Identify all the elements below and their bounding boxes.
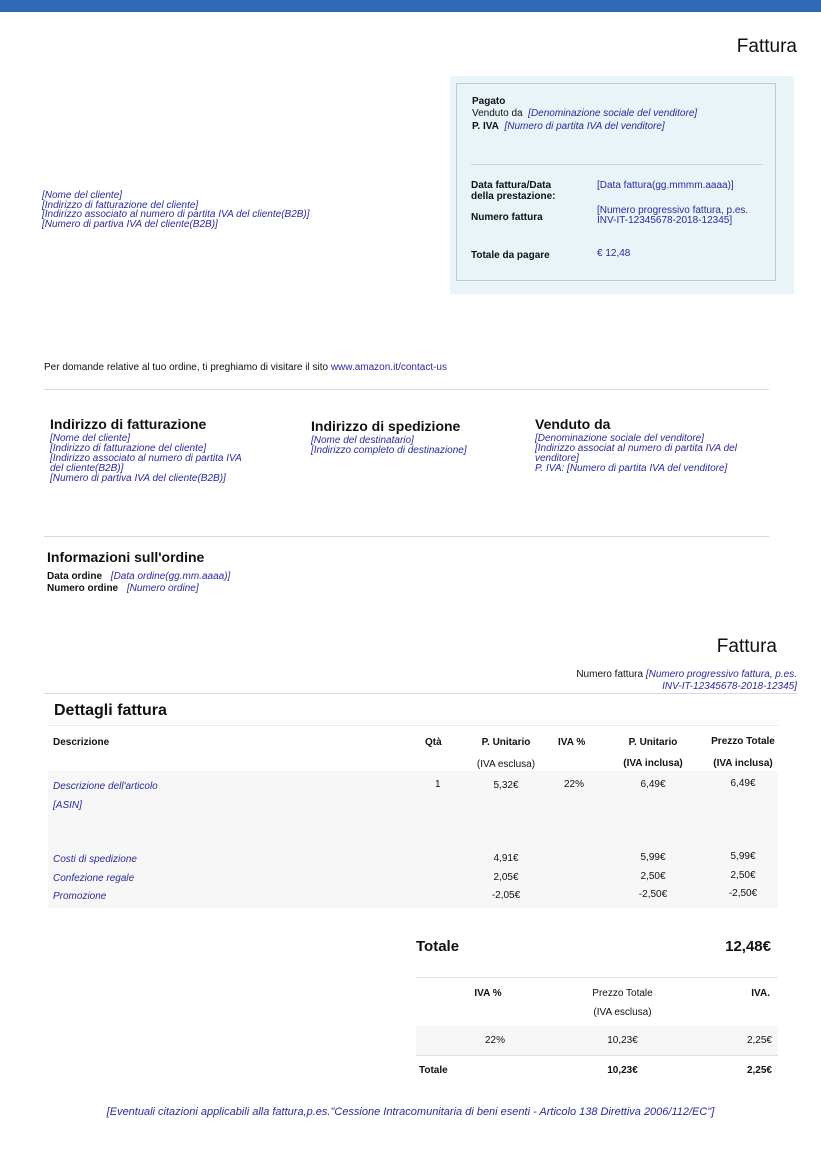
invoice-number-value-2a: [Numero progressivo fattura, p.es. xyxy=(645,669,797,680)
order-date-line xyxy=(47,571,230,582)
invoice-number-value xyxy=(597,206,748,226)
col-total-sub: (IVA inclusa) xyxy=(713,758,773,769)
invoice-title: Fattura xyxy=(716,636,777,657)
order-date-label: Data ordine xyxy=(47,571,103,582)
contact-line xyxy=(44,362,447,373)
charge-unit-inc: 5,99€ xyxy=(640,852,666,863)
billing-address-block xyxy=(50,416,280,484)
charge-unit-inc: -2,50€ xyxy=(638,889,668,900)
shipping-address-title: Indirizzo di spedizione xyxy=(311,418,461,434)
billing-address-line: [Nome del cliente] xyxy=(50,433,131,444)
vat-col-net: Prezzo Totale xyxy=(592,988,653,999)
col-total: Prezzo Totale xyxy=(711,736,775,747)
col-unit-ex-sub: (IVA esclusa) xyxy=(476,759,536,770)
divider xyxy=(44,536,769,537)
order-number-label: Numero ordine xyxy=(47,583,119,594)
contact-text: Per domande relative al tuo ordine, ti preghiamo di visitare il sito xyxy=(44,362,329,373)
invoice-date-label-line2: della prestazione: xyxy=(471,191,556,202)
seller-address-line: P. IVA: [Numero di partita IVA del venditore] xyxy=(535,463,728,474)
client-vat-address: [Indirizzo associato al numero di partita IVA del cliente(B2B)] xyxy=(42,209,310,220)
col-unit-ex: P. Unitario xyxy=(481,737,531,748)
payment-summary-box xyxy=(450,76,794,294)
invoice-number-block xyxy=(537,669,797,693)
item-unit-inc: 6,49€ xyxy=(640,779,666,790)
legal-note: [Eventuali citazioni applicabili alla fattura,p.es."Cessione Intracomunitaria di beni esenti - Articolo 138 Direttiva 2006/112/EC"] xyxy=(106,1106,715,1118)
col-qty: Qtà xyxy=(425,737,442,748)
invoice-number-label: Numero fattura xyxy=(471,212,543,223)
order-date-value: [Data ordine(gg.mm.aaaa)] xyxy=(110,571,231,582)
seller-vat-line xyxy=(472,121,665,132)
seller-address-line: venditore] xyxy=(535,453,579,464)
grand-total-label: Totale xyxy=(416,938,460,955)
sold-by-value: [Denominazione sociale del venditore] xyxy=(528,108,698,119)
invoice-number-value-2b: INV-IT-12345678-2018-12345] xyxy=(662,681,797,692)
client-name: [Nome del cliente] xyxy=(42,190,123,201)
vat-col-rate: IVA % xyxy=(474,988,502,999)
vat-sum-net: 10,23€ xyxy=(607,1065,638,1076)
charge-unit-ex: 2,05€ xyxy=(493,872,519,883)
billing-address-line: [Indirizzo associato al numero di partita IVA xyxy=(50,453,242,464)
contact-link[interactable]: www.amazon.it/contact-us xyxy=(330,362,447,373)
billing-address-line: [Indirizzo di fatturazione del cliente] xyxy=(50,443,207,454)
charge-description: Promozione xyxy=(53,891,107,902)
invoice-number-value-line2: INV-IT-12345678-2018-12345] xyxy=(597,215,733,226)
divider xyxy=(48,725,778,726)
vat-sum-label: Totale xyxy=(419,1065,448,1076)
grand-total-value: 12,48€ xyxy=(725,938,771,955)
top-brand-bar xyxy=(0,0,821,12)
seller-vat-value: [Numero di partita IVA del venditore] xyxy=(504,121,665,132)
item-vat: 22% xyxy=(564,779,585,790)
invoice-number-label-2: Numero fattura xyxy=(576,669,644,680)
billing-address-title: Indirizzo di fatturazione xyxy=(50,416,207,432)
charge-description: Confezione regale xyxy=(53,873,135,884)
col-vat: IVA % xyxy=(558,737,586,748)
vat-col-net-sub: (IVA esclusa) xyxy=(593,1007,652,1018)
seller-address-line: [Indirizzo associat al numero di partita IVA del xyxy=(535,443,737,454)
payment-summary-frame xyxy=(456,83,776,281)
sold-by-label: Venduto da xyxy=(472,108,523,119)
col-unit-inc-sub: (IVA inclusa) xyxy=(623,758,683,769)
item-description: Descrizione dell'articolo xyxy=(53,781,158,792)
divider xyxy=(416,1055,778,1056)
sold-by-line xyxy=(472,108,697,119)
total-due-label: Totale da pagare xyxy=(471,250,550,261)
charge-description: Costi di spedizione xyxy=(53,854,137,865)
vat-sum-tax: 2,25€ xyxy=(746,1065,772,1076)
shipping-address-line: [Nome del destinatario] xyxy=(311,435,414,446)
vat-row-rate: 22% xyxy=(484,1035,505,1046)
shipping-address-body xyxy=(311,436,521,456)
order-number-line xyxy=(47,583,199,594)
invoice-date-label xyxy=(471,180,555,202)
billing-address-line: [Numero di partiva IVA del cliente(B2B)] xyxy=(50,473,226,484)
col-description: Descrizione xyxy=(53,737,110,748)
seller-address-body xyxy=(535,434,770,474)
divider xyxy=(416,977,778,978)
invoice-date-value: [Data fattura(gg.mmmm.aaaa)] xyxy=(597,180,734,191)
charge-total: 2,50€ xyxy=(730,870,756,881)
charge-unit-inc: 2,50€ xyxy=(640,871,666,882)
billing-address-body xyxy=(50,434,280,484)
vat-col-tax: IVA. xyxy=(751,988,770,999)
order-info-title: Informazioni sull'ordine xyxy=(47,549,205,565)
order-number-value: [Numero ordine] xyxy=(126,583,199,594)
total-due-value: € 12,48 xyxy=(597,248,631,259)
item-unit-ex: 5,32€ xyxy=(493,780,519,791)
invoice-number-value-line1: [Numero progressivo fattura, p.es. xyxy=(597,205,749,216)
col-unit-inc: P. Unitario xyxy=(628,737,678,748)
summary-divider xyxy=(471,164,763,165)
seller-address-block xyxy=(535,416,770,474)
charge-total: -2,50€ xyxy=(728,888,758,899)
divider xyxy=(44,389,769,390)
invoice-details-title: Dettagli fattura xyxy=(54,702,167,719)
client-billing-address: [Indirizzo di fatturazione del cliente] xyxy=(42,199,199,211)
charge-unit-ex: 4,91€ xyxy=(493,853,519,864)
payment-status: Pagato xyxy=(472,96,506,107)
shipping-address-line: [Indirizzo completo di destinazione] xyxy=(311,445,467,456)
client-block xyxy=(42,191,310,229)
seller-vat-label: P. IVA xyxy=(472,121,499,132)
vat-row-net: 10,23€ xyxy=(607,1035,638,1046)
seller-address-title: Venduto da xyxy=(535,416,611,432)
charge-unit-ex: -2,05€ xyxy=(491,890,521,901)
item-total: 6,49€ xyxy=(730,778,756,789)
seller-address-line: [Denominazione sociale del venditore] xyxy=(535,433,704,444)
shipping-address-block xyxy=(311,418,521,456)
invoice-date-label-line1: Data fattura/Data xyxy=(471,180,552,191)
client-vat-number: [Numero di partiva IVA del cliente(B2B)] xyxy=(42,218,218,230)
item-asin: [ASIN] xyxy=(53,800,82,811)
item-qty: 1 xyxy=(435,779,441,790)
charge-total: 5,99€ xyxy=(730,851,756,862)
page-title: Fattura xyxy=(736,36,797,57)
divider xyxy=(44,693,798,694)
billing-address-line: del cliente(B2B)] xyxy=(50,463,124,474)
vat-row-tax: 2,25€ xyxy=(746,1035,772,1046)
